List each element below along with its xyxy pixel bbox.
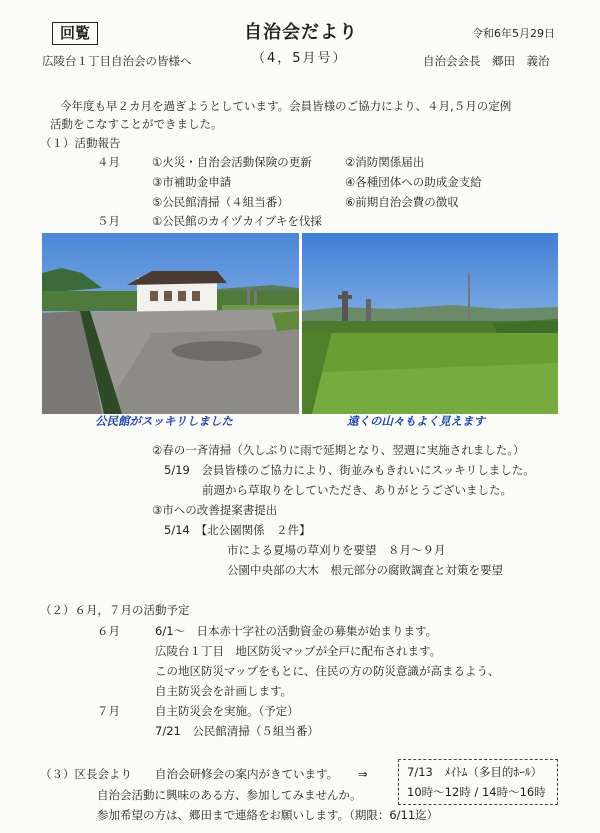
intro-line-1: 今年度も早２カ月を過ぎようとしています。会員皆様のご協力により、４月,５月の定例: [60, 99, 512, 113]
arrow-icon: ⇒: [358, 767, 368, 781]
april-item-2: ②消防関係届出: [345, 155, 425, 169]
seminar-schedule-box: [398, 759, 558, 805]
may-label: ５月: [97, 214, 120, 228]
july-line-2: 7/21 公民館清掃（５組当番）: [155, 724, 319, 738]
april-item-6: ⑥前期自治会費の徴収: [345, 195, 459, 209]
photo-caption-2: 遠くの山々もよく見えます: [347, 414, 485, 428]
invitation-line: 自治会活動に興味のある方、参加してみませんか。: [97, 788, 362, 802]
issue-label: （4，5月号）: [252, 51, 348, 66]
june-label: ６月: [97, 624, 120, 638]
contact-line: 参加希望の方は、郷田まで連絡をお願いします。（期限：6/11迄）: [97, 808, 439, 822]
april-label: ４月: [97, 155, 120, 169]
june-line-4: 自主防災会を計画します。: [155, 684, 293, 698]
section2-heading: （２）６月，７月の活動予定: [40, 603, 190, 617]
intro-line-2: 活動をこなすことができました。: [50, 117, 223, 131]
issue-date: 令和6年5月29日: [472, 27, 555, 40]
circular-label: 回覧: [52, 22, 98, 45]
proposal-item-1: 市による夏場の草刈りを要望 ８月～９月: [227, 543, 446, 557]
june-line-3: この地区防災マップをもとに、住民の方の防災意識が高まるよう、: [155, 664, 500, 678]
april-item-5: ⑤公民館清掃（４組当番）: [152, 195, 289, 209]
july-label: ７月: [97, 704, 120, 718]
cleanup-line-2: 前週から草取りをしていただき、ありがとうございました。: [202, 483, 513, 497]
june-line-1: 6/1～ 日本赤十字社の活動資金の募集が始まります。: [155, 624, 438, 638]
june-line-2: 広陵台１丁目 地区防災マップが全戸に配布されます。: [155, 644, 442, 658]
addressee: 広陵台１丁目自治会の皆様へ: [42, 54, 192, 68]
cleanup-line-1: 5/19 会員皆様のご協力により、街並みもきれいにスッキリしました。: [164, 463, 535, 477]
april-item-1: ①火災・自治会活動保険の更新: [152, 155, 312, 169]
seminar-date-venue: 7/13 ﾒｲﾄﾑ（多目的ﾎｰﾙ）: [407, 765, 543, 779]
proposal-line: 5/14 【北公園関係 ２件】: [164, 523, 311, 537]
may-item-3: ③市への改善提案書提出: [152, 503, 278, 517]
sender: 自治会会長 郷田 義治: [423, 54, 550, 68]
proposal-item-2: 公園中央部の大木 根元部分の腐敗調査と対策を要望: [227, 563, 503, 577]
may-item-1: ①公民館のカイヅカイブキを伐採: [152, 214, 322, 228]
section3-heading: （３）区長会より: [40, 767, 132, 781]
april-item-4: ④各種団体への助成金支給: [345, 175, 482, 189]
mountain-view-photo: [302, 233, 558, 414]
july-line-1: 自主防災会を実施。（予定）: [155, 704, 299, 718]
seminar-times: 10時～12時 / 14時～16時: [407, 785, 546, 799]
seminar-notice: 自治会研修会の案内がきています。: [155, 767, 339, 781]
may-item-2: ②春の一斉清掃（久しぶりに雨で延期となり、翌週に実施されました。）: [152, 443, 525, 457]
newsletter-title: 自治会だより: [244, 22, 358, 43]
section1-heading: （１）活動報告: [40, 136, 121, 150]
photo-caption-1: 公民館がスッキリしました: [95, 414, 233, 428]
april-item-3: ③市補助金申請: [152, 175, 232, 189]
community-hall-photo: [42, 233, 299, 414]
